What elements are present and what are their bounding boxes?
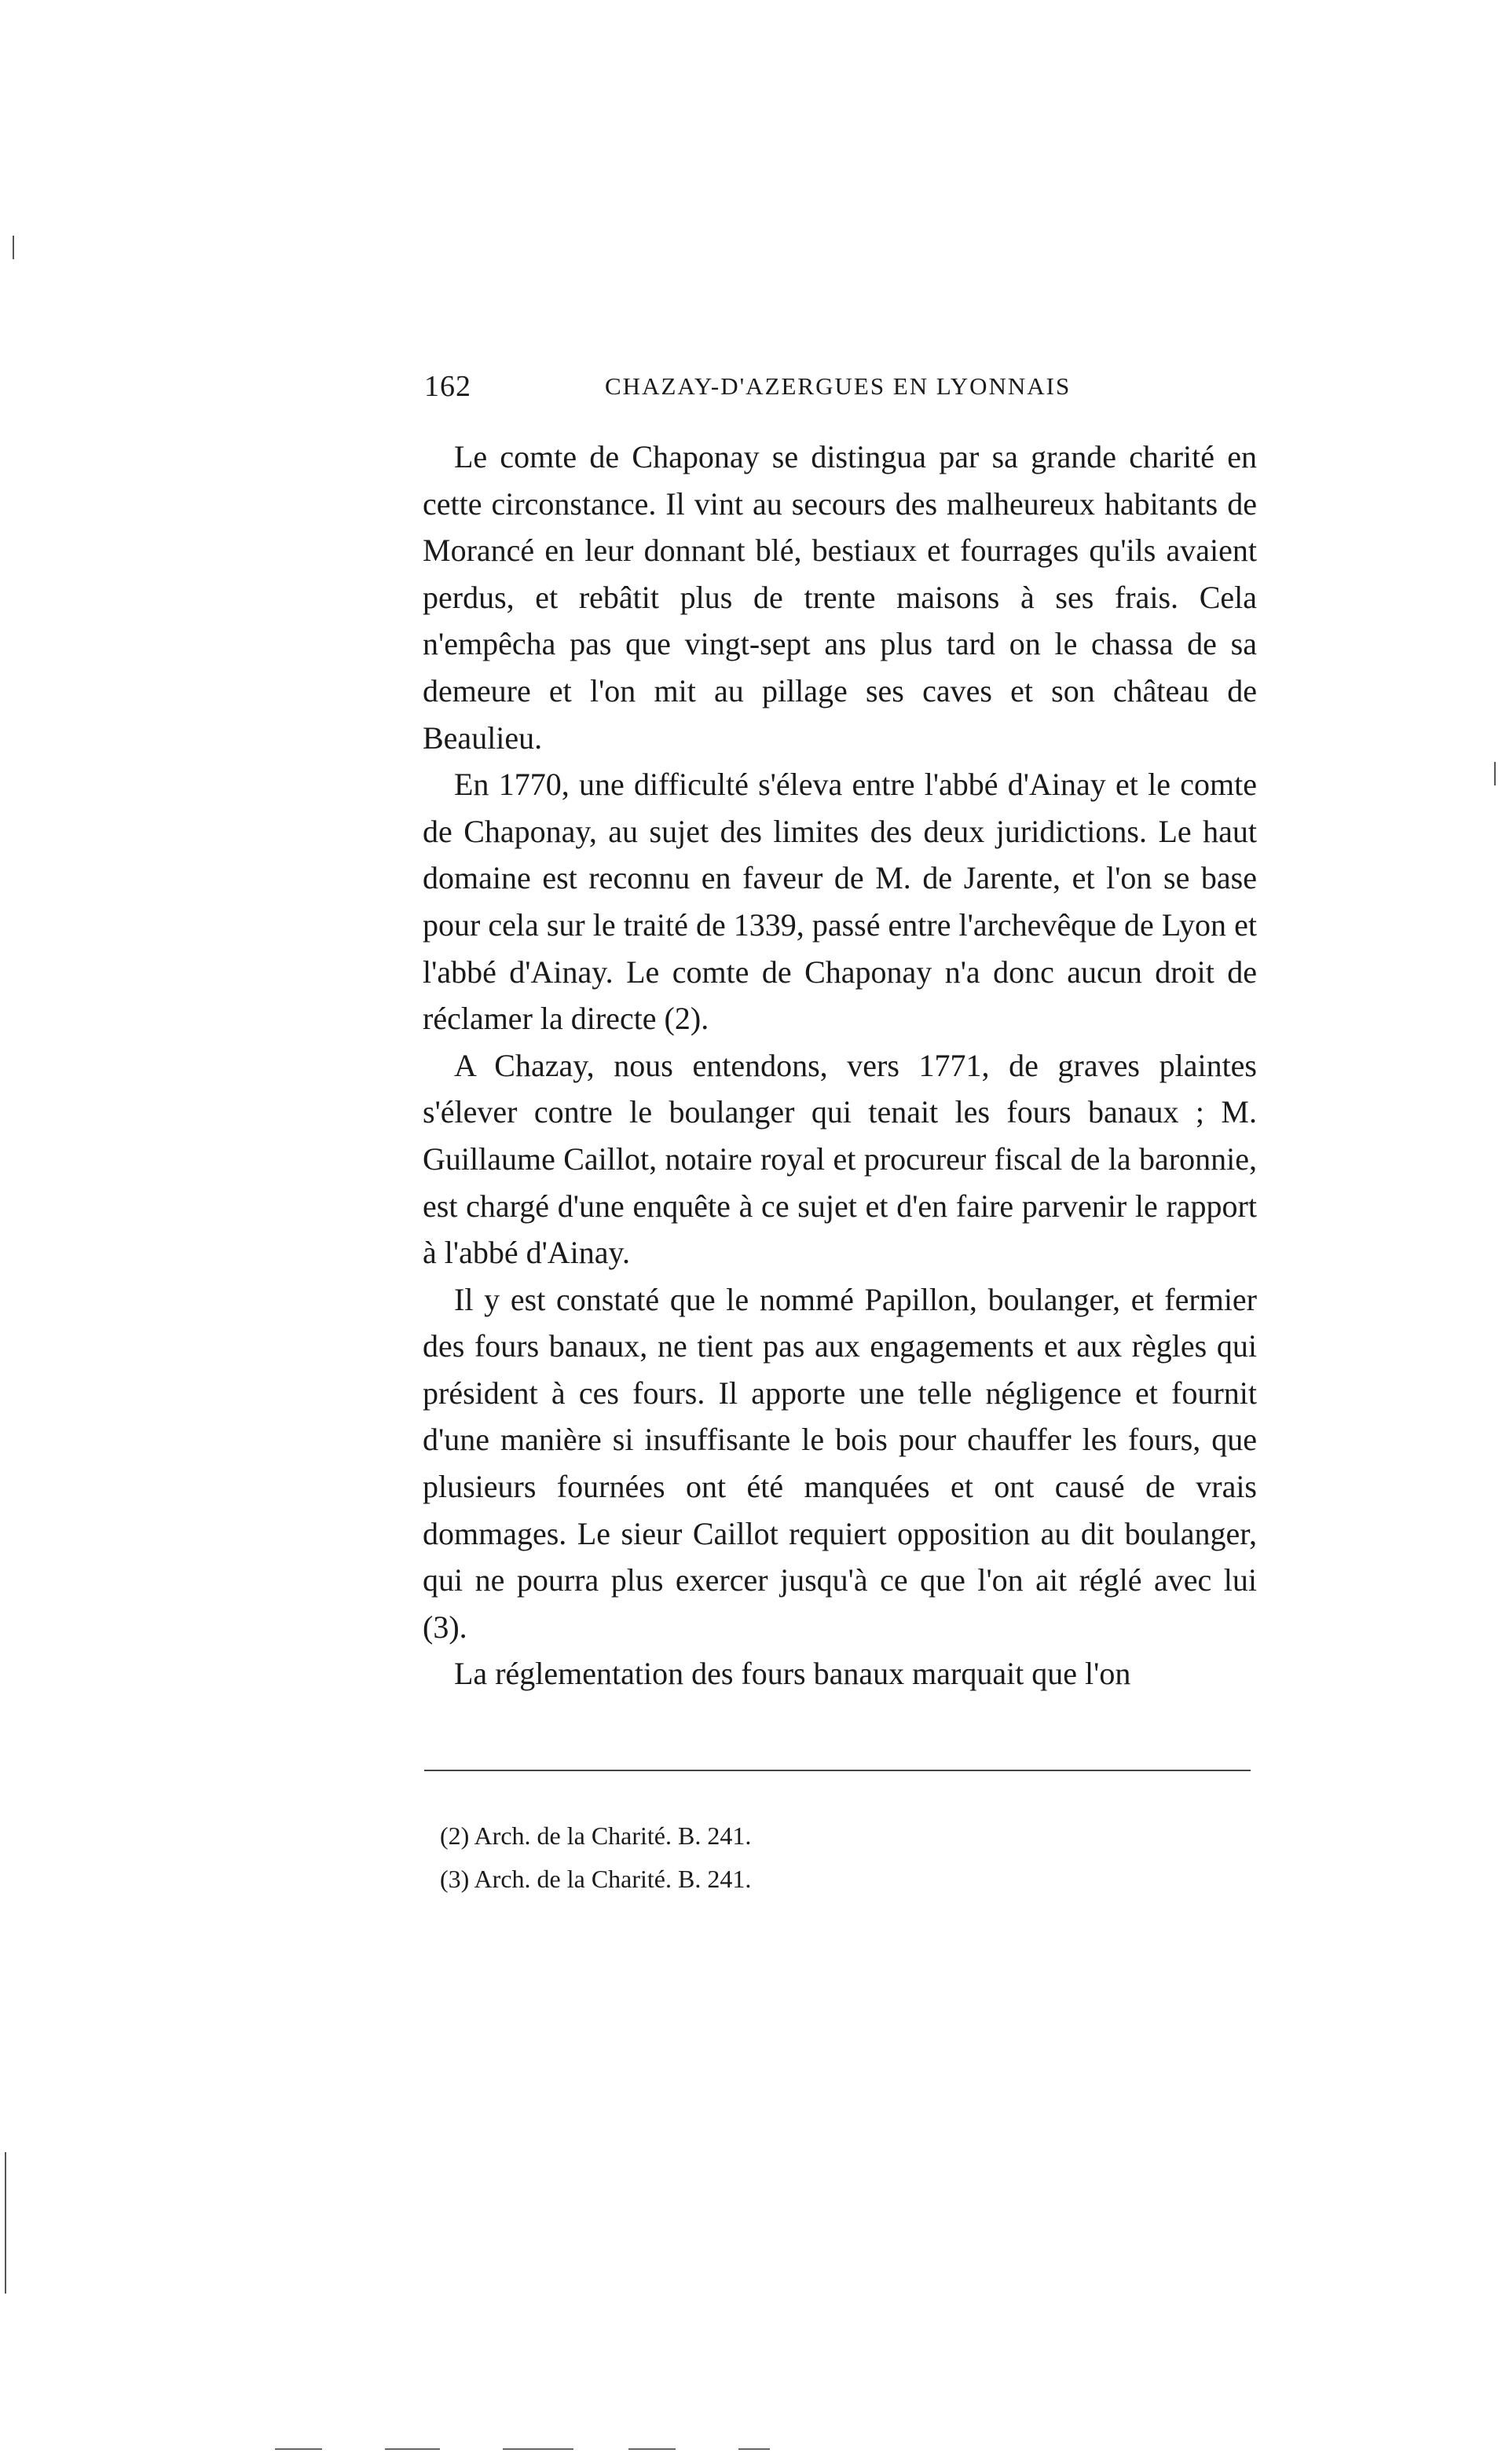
scan-mark — [13, 236, 14, 259]
paragraph: Le comte de Chaponay se distingua par sa grande charité en cette circonstance. Il vint au secours des malheureux habitants de Morancé en leur donnant blé, bestiaux et fourrages qu'ils avaient perdus, et rebâtit plus de trente maisons à ses frais. Cela n'empêcha pas que vingt-sept ans plus tard on le chassa de sa demeure et l'on mit au pillage ses caves et son château de Beaulieu. — [423, 439, 1257, 756]
paragraph: Il y est constaté que le nommé Papillon, boulanger, et fermier des fours banaux, ne tient pas aux engagements et aux règles qui président à ces fours. Il apporte une telle négligence et fournit d'une manière si insuffisante le bois pour chauffer les fours, que plusieurs fournées ont été manquées et ont causé de vrais dommages. Le sieur Caillot requiert opposition au dit boulanger, qui ne pourra plus exercer jusqu'à ce que l'on ait réglé avec lui (3). — [423, 1281, 1257, 1645]
scan-mark — [503, 2448, 573, 2450]
running-title: CHAZAY-D'AZERGUES EN LYONNAIS — [605, 372, 1072, 400]
paragraph: A Chazay, nous entendons, vers 1771, de graves plaintes s'élever contre le boulanger qui tenait les fours banaux ; M. Guillaume Caillot, notaire royal et procureur fiscal de la baronnie, est chargé d'une enquête à ce sujet et d'en faire parvenir le rapport à l'abbé d'Ainay. — [423, 1047, 1257, 1271]
footnotes — [440, 1814, 1225, 1901]
scan-mark — [738, 2448, 770, 2450]
paragraph: En 1770, une difficulté s'éleva entre l'abbé d'Ainay et le comte de Chaponay, au sujet des limites des deux juridictions. Le haut domaine est reconnu en faveur de M. de Jarente, et l'on se base pour cela sur le traité de 1339, passé entre l'archevêque de Lyon et l'abbé d'Ainay. Le comte de Chaponay n'a donc aucun droit de réclamer la directe (2). — [423, 767, 1257, 1037]
body-text — [423, 434, 1257, 1697]
footnote: (2) Arch. de la Charité. B. 241. — [440, 1821, 752, 1850]
scan-mark — [275, 2448, 322, 2450]
footnote-divider — [424, 1770, 1251, 1771]
running-head — [424, 369, 1257, 408]
scan-mark — [628, 2448, 676, 2450]
page-number: 162 — [424, 370, 471, 403]
footnote: (3) Arch. de la Charité. B. 241. — [440, 1865, 752, 1893]
scan-mark — [385, 2448, 440, 2450]
scan-mark — [5, 2152, 6, 2294]
scan-mark — [1494, 762, 1496, 785]
paragraph: La réglementation des fours banaux marquait que l'on — [454, 1656, 1131, 1692]
